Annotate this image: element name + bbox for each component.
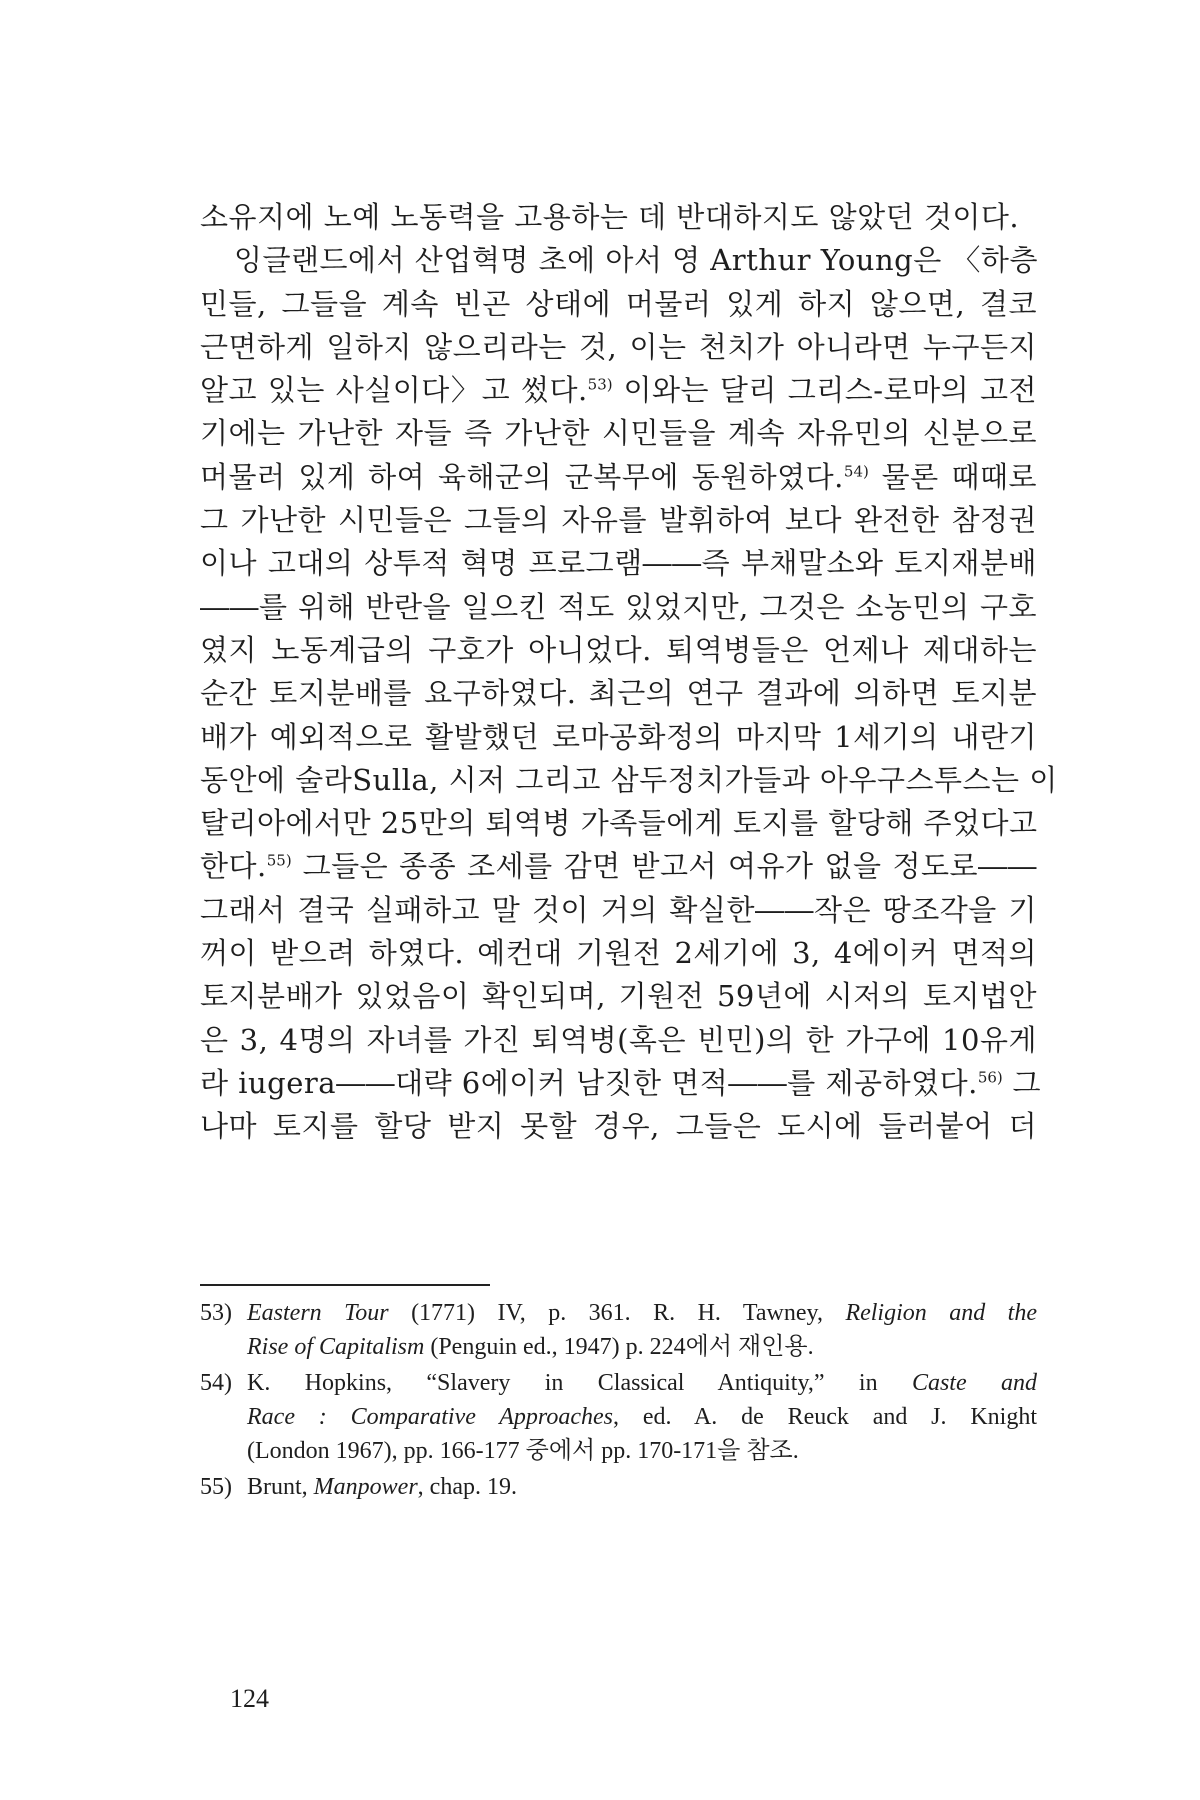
body-line bbox=[200, 412, 1037, 455]
body-line-text: 나마 토지를 할당 받지 못할 경우, 그들은 도시에 들러붙어 더 bbox=[200, 1109, 1037, 1144]
body-line-text: 토지분배가 있었음이 확인되며, 기원전 59년에 시저의 토지법안 bbox=[200, 979, 1037, 1014]
page-number: 124 bbox=[230, 1684, 269, 1713]
body-line-text: 잉글랜드에서 산업혁명 초에 아서 영 Arthur Young은 〈하층 bbox=[234, 243, 1038, 278]
body-line bbox=[200, 586, 1037, 629]
body-line-text: 꺼이 받으려 하였다. 예컨대 기원전 2세기에 3, 4에이커 면적의 bbox=[200, 936, 1037, 971]
footnote-line: Eastern Tour (1771) IV, p. 361. R. H. Tawney, Religion and the bbox=[247, 1300, 1038, 1326]
footnote-reference: 53) bbox=[587, 375, 613, 394]
body-line bbox=[200, 456, 1037, 499]
body-line bbox=[200, 369, 1037, 412]
body-line-text: 은 3, 4명의 자녀를 가진 퇴역병(혹은 빈민)의 한 가구에 10유게 bbox=[200, 1022, 1037, 1057]
footnote bbox=[200, 1296, 1037, 1364]
body-line bbox=[200, 499, 1037, 542]
body-line-text: 기에는 가난한 자들 즉 가난한 시민들을 계속 자유민의 신분으로 bbox=[200, 416, 1037, 451]
footnotes bbox=[200, 1296, 1037, 1506]
body-line bbox=[200, 283, 1037, 326]
body-line-text: 배가 예외적으로 활발했던 로마공화정의 마지막 1세기의 내란기 bbox=[200, 719, 1037, 754]
body-line-text-after: 물론 때때로 bbox=[868, 459, 1037, 494]
body-line-text: 한다. bbox=[200, 849, 267, 884]
body-line bbox=[200, 889, 1037, 932]
body-text bbox=[200, 196, 1058, 1149]
body-line bbox=[200, 672, 1037, 715]
footnote-line: (London 1967), pp. 166-177 중에서 pp. 170-171을 참조. bbox=[247, 1438, 799, 1464]
body-line-text: 민들, 그들을 계속 빈곤 상태에 머물러 있게 하지 않으면, 결코 bbox=[200, 286, 1037, 321]
body-line bbox=[200, 932, 1037, 975]
footnote-line: Race : Comparative Approaches, ed. A. de Reuck and J. Knight bbox=[247, 1404, 1037, 1430]
body-line-text: 라 iugera――대략 6에이커 남짓한 면적――를 제공하였다. bbox=[200, 1065, 978, 1100]
footnote bbox=[200, 1470, 1037, 1504]
body-line bbox=[200, 1062, 1042, 1105]
body-line-text: 근면하게 일하지 않으리라는 것, 이는 천치가 아니라면 누구든지 bbox=[200, 329, 1037, 364]
body-line-text: 이나 고대의 상투적 혁명 프로그램――즉 부채말소와 토지재분배 bbox=[200, 546, 1037, 581]
body-line-text: 알고 있는 사실이다〉고 썼다. bbox=[200, 373, 588, 408]
body-line-text: 동안에 술라Sulla, 시저 그리고 삼두정치가들과 아우구스투스는 이 bbox=[200, 762, 1058, 797]
footnote-line: Rise of Capitalism (Penguin ed., 1947) p. 224에서 재인용. bbox=[247, 1334, 814, 1360]
body-line bbox=[200, 759, 1058, 802]
body-line bbox=[200, 975, 1037, 1018]
body-line-text-after: 그들은 종종 조세를 감면 받고서 여유가 없을 정도로―― bbox=[291, 849, 1037, 884]
footnote-line: Brunt, Manpower, chap. 19. bbox=[247, 1474, 517, 1500]
body-line bbox=[200, 326, 1037, 369]
body-line-text: 머물러 있게 하여 육해군의 군복무에 동원하였다. bbox=[200, 459, 844, 494]
footnote-number: 54) bbox=[200, 1370, 232, 1396]
body-line bbox=[200, 802, 1037, 845]
body-line bbox=[200, 542, 1037, 585]
body-line bbox=[200, 239, 1037, 282]
footnote-reference: 56) bbox=[977, 1068, 1003, 1087]
footnote-separator bbox=[200, 1284, 490, 1286]
body-line bbox=[200, 629, 1037, 672]
footnote-line: K. Hopkins, “Slavery in Classical Antiquity,” in Caste and bbox=[247, 1370, 1037, 1396]
body-line bbox=[200, 716, 1037, 759]
body-line-text-after: 이와는 달리 그리스-로마의 고전 bbox=[612, 373, 1037, 408]
body-line-text: 그래서 결국 실패하고 말 것이 거의 확실한――작은 땅조각을 기 bbox=[200, 892, 1037, 927]
body-line-text: 순간 토지분배를 요구하였다. 최근의 연구 결과에 의하면 토지분 bbox=[200, 676, 1037, 711]
footnote bbox=[200, 1366, 1037, 1468]
body-line bbox=[200, 1105, 1037, 1148]
body-line bbox=[200, 845, 1037, 888]
body-line bbox=[200, 1019, 1037, 1062]
footnote-reference: 55) bbox=[266, 851, 292, 870]
body-line-text: ――를 위해 반란을 일으킨 적도 있었지만, 그것은 소농민의 구호 bbox=[200, 589, 1037, 624]
body-line bbox=[200, 196, 1037, 239]
footnote-number: 53) bbox=[200, 1300, 232, 1326]
body-line-text-after: 그 bbox=[1002, 1065, 1042, 1100]
body-line-text: 그 가난한 시민들은 그들의 자유를 발휘하여 보다 완전한 참정권 bbox=[200, 503, 1037, 538]
footnote-reference: 54) bbox=[843, 462, 869, 481]
body-line-text: 였지 노동계급의 구호가 아니었다. 퇴역병들은 언제나 제대하는 bbox=[200, 632, 1037, 667]
footnote-number: 55) bbox=[200, 1474, 232, 1500]
body-line-text: 소유지에 노예 노동력을 고용하는 데 반대하지도 않았던 것이다. bbox=[200, 200, 1020, 234]
body-line-text: 탈리아에서만 25만의 퇴역병 가족들에게 토지를 할당해 주었다고 bbox=[200, 806, 1038, 841]
